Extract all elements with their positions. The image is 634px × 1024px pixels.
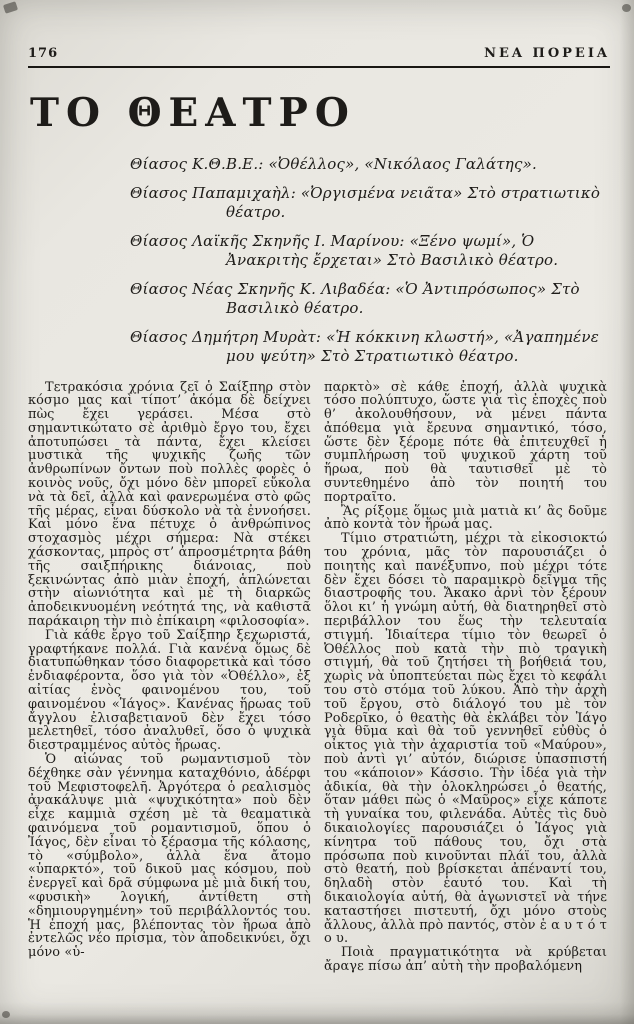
body-paragraph: Τίμιο στρατιώτη, μέχρι τὰ εἰκοσιοκτώ του χρόνια, μᾶς τὸν παρουσιάζει ὁ ποιητὴς καὶ πανέξυπνο, ποὺ μέχρι τότε δὲν ἔχει δόσει τὸ παραμικρὸ δεῖγμα τῆς διαστροφῆς του. Ἄκακο ἀρνὶ τὸν ξέρουν ὅλοι κι’ ἡ γνώμη αὐτή, θὰ διατηρηθεῖ στὸ περιβάλλον του ἕως τὴν τελευταία στιγμή. Ἰδιαίτερα τίμιο τὸν θεωρεῖ ὁ Ὀθέλλος ποὺ κατὰ τὴν πιὸ τραγικὴ στιγμή, θὰ τοῦ ζητήσει τὴ βοήθειά του, χωρὶς νὰ ὑποπτεύεται πὼς ἔχει τὸ κεφάλι του στὸ στόμα τοῦ λύκου. Ἀπὸ τὴν ἀρχὴ τοῦ ἔργου, στὸ διάλογό του μὲ τὸν Ροδερῖκο, ὁ θεατὴς θὰ ἐκλάβει τὸν Ἰάγο γιὰ θῦμα καὶ θὰ τοῦ γεννηθεῖ εὐθὺς ὁ οἶκτος γιὰ τὴν ἀχαριστία τοῦ «Μαύρου», ποὺ ἀντὶ γι’ αὐτόν, διώρισε ὑπασπιστή του «κάποιον» Κάσσιο. Τὴν ἰδέα γιὰ τὴν ἀδικία, θὰ τὴν ὁλοκληρώσει ὁ θεατής, ὅταν μάθει πὼς ὁ «Μαῦρος» εἶχε κάποτε τὴ γυναίκα του, φιλενάδα. Αὐτὲς τὶς δυὸ δικαιολογίες παρουσιάζει ὁ Ἰάγος γιὰ κίνητρα τοῦ πάθους του, ὄχι στὰ πρόσωπα ποὺ κινοῦνται πλάϊ του, ἀλλὰ στὸ θεατή, ποὺ βρίσκεται ἀπέναντί του, δηλαδὴ στὸν ἑαυτό του. Καὶ τὴ δικαιολογία αὐτή, θὰ ἀγωνιστεῖ νὰ τήνε καταστήσει πιστευτή, ὄχι μόνο στοὺς ἄλλους, ἀλλὰ πρὸ παντός, στὸν ἑ α υ τ ό τ ο υ.: [324, 531, 607, 947]
page-content: [28, 0, 610, 974]
body-paragraph: Ποιὰ πραγματικότητα νὰ κρύβεται ἄραγε πίσω ἀπ’ αὐτὴ τὴν προβαλόμενη: [324, 945, 607, 974]
body-paragraph: Ὁ αἰώνας τοῦ ρωμαντισμοῦ τὸν δέχθηκε σὰν γέννημα καταχθόνιο, ἀδέρφι τοῦ Μεφιστοφελῆ. Ἀργότερα ὁ ρεαλισμὸς ἀνακάλυψε μιὰ «ψυχικότητα» ποὺ δὲν εἶχε καμμιὰ σχέση μὲ τὰ θεαματικὰ φαινόμενα τοῦ ρομαντισμοῦ, ὅπου ὁ Ἰάγος, δὲν εἶναι τὸ ξέρασμα τῆς κόλασης, τὸ «σύμβολο», ἀλλὰ ἕνα ἄτομο «ὑπαρκτό», τοῦ δικοῦ μας κόσμου, ποὺ ἐνεργεῖ καὶ δρᾶ σύμφωνα μὲ μιὰ δική του, «φυσικὴ» λογική, ἀντίθετη στὴ «δημιουργημένη» τοῦ περιβάλλοντός του. Ἡ ἐποχή μας, βλέποντας τὸν ἥρωα ἀπὸ ἐντελῶς νέο πρίσμα, τὸν ἀποδεικνύει, ὄχι μόνο «ὑ-: [28, 752, 311, 961]
listing-item: Θίασος Νέας Σκηνῆς Κ. Λιβαδέα: «Ὁ Ἀντιπρόσωπος» Στὸ Βασιλικὸ θέατρο.: [130, 279, 580, 317]
article-body: [28, 381, 610, 974]
right-column: [324, 381, 607, 974]
scan-artifact: [3, 1, 18, 14]
body-paragraph: Τετρακόσια χρόνια ζεῖ ὁ Σαίξπηρ στὸν κόσμο μας καὶ τίποτ’ ἀκόμα δὲ δείχνει πὼς ἔχει γεράσει. Μέσα στὸ σημαντικώτατο σὲ ἀριθμὸ ἔργο του, ἔχει ἀποτυπώσει τὰ πάντα, ἔχει κλείσει μυστικὰ τῆς ψυχικῆς ζωῆς τῶν ἀνθρωπίνων ὄντων ποὺ πολλὲς φορὲς ὁ κοινὸς νοῦς, ὄχι μόνο δὲν μπορεῖ εὔκολα νὰ τὰ δεῖ, ἀλλὰ καὶ φανερωμένα στὸ φῶς τῆς μέρας, εἶναι δύσκολο νὰ τὰ ἐννοήσει. Καὶ μόνο ἕνα πέτυχε ὁ ἀνθρώπινος στοχασμὸς μέχρι σήμερα: Νὰ στέκει χάσκοντας, μπρὸς στ’ ἀπροσμέτρητα βάθη τῆς σαιξπήρικης διάνοιας, ποὺ ξεκινώντας ἀπὸ μιὰν ἐποχή, ἁπλώνεται στὴν αἰωνιότητα καὶ μὲ τὴ διαρκῶς ἀποδεικνυομένη νεότητά της, νὰ καθιστᾶ παράκαιρη τὴν πιὸ ἐπίκαιρη «φιλοσοφία».: [28, 379, 311, 630]
left-column: [28, 381, 311, 974]
running-head: [28, 46, 610, 61]
listing-item: Θίασος Λαϊκῆς Σκηνῆς Ι. Μαρίνου: «Ξένο ψωμί», Ὁ Ἀνακριτὴς ἔρχεται» Στὸ Βασιλικὸ θέατρο.: [130, 231, 559, 269]
header-rule: [28, 66, 610, 68]
body-paragraph: Γιὰ κάθε ἔργο τοῦ Σαίξπηρ ξεχωριστά, γραφτήκανε πολλά. Γιὰ κανένα ὅμως δὲ διατυπώθηκαν τόσο διαφορετικὰ καὶ τόσο ἐνδιαφέροντα, ὅσο γιὰ τὸν «Ὀθέλλο», ἐξ αἰτίας ἑνὸς φαινομένου του, τοῦ φαινομένου «Ἰάγος». Κανένας ἥρωας τοῦ ἄγγλου ἐλισαβετιανοῦ δὲν ἔχει τόσο μελετηθεῖ, τόσο ἀναλυθεῖ, ὅσο ὁ ψυχικὰ διεστραμμένος αὐτὸς ἥρωας.: [28, 627, 311, 754]
listing-item: Θίασος Κ.Θ.Β.Ε.: «Ὀθέλλος», «Νικόλαος Γαλάτης».: [130, 155, 537, 173]
body-paragraph: Ἂς ρίξομε ὅμως μιὰ ματιὰ κι’ ἂς δοῦμε ἀπὸ κοντὰ τὸν ἥρωά μας.: [324, 503, 607, 533]
journal-name: ΝΕΑ ΠΟΡΕΙΑ: [484, 46, 610, 61]
listing-item: Θίασος Δημήτρη Μυρὰτ: «Ἡ κόκκινη κλωστή», «Ἀγαπημένε μου ψεύτη» Στὸ Στρατιωτικὸ θέατρο.: [130, 327, 599, 365]
performance-listings: [130, 155, 610, 367]
page-number: 176: [28, 46, 59, 61]
body-paragraph: παρκτὸ» σὲ κάθε ἐποχή, ἀλλὰ ψυχικὰ τόσο πολύπτυχο, ὥστε γιὰ τὶς ἐποχὲς ποὺ θ’ ἀκολουθήσουν, νὰ μένει πάντα ἀπόθεμα γιὰ ἔρευνα σημαντικό, τόσο, ὥστε δὲν ξέρομε πότε θὰ ἐπιτευχθεῖ ἡ συμπλήρωση τοῦ ψυχικοῦ χάρτη τοῦ ἥρωα, ποὺ θὰ ταυτισθεῖ μὲ τὸ συντεθημένο ἀπὸ τὸν ποιητή του πορτραῖτο.: [324, 379, 607, 505]
listing-item: Θίασος Παπαμιχαὴλ: «Ὀργισμένα νειᾶτα» Στὸ στρατιωτικὸ θέατρο.: [130, 183, 601, 221]
article-title: ΤΟ ΘΕΑΤΡΟ: [30, 90, 356, 136]
page-edge-shadow: [620, 0, 634, 1024]
page-edge-shadow: [0, 1002, 634, 1024]
